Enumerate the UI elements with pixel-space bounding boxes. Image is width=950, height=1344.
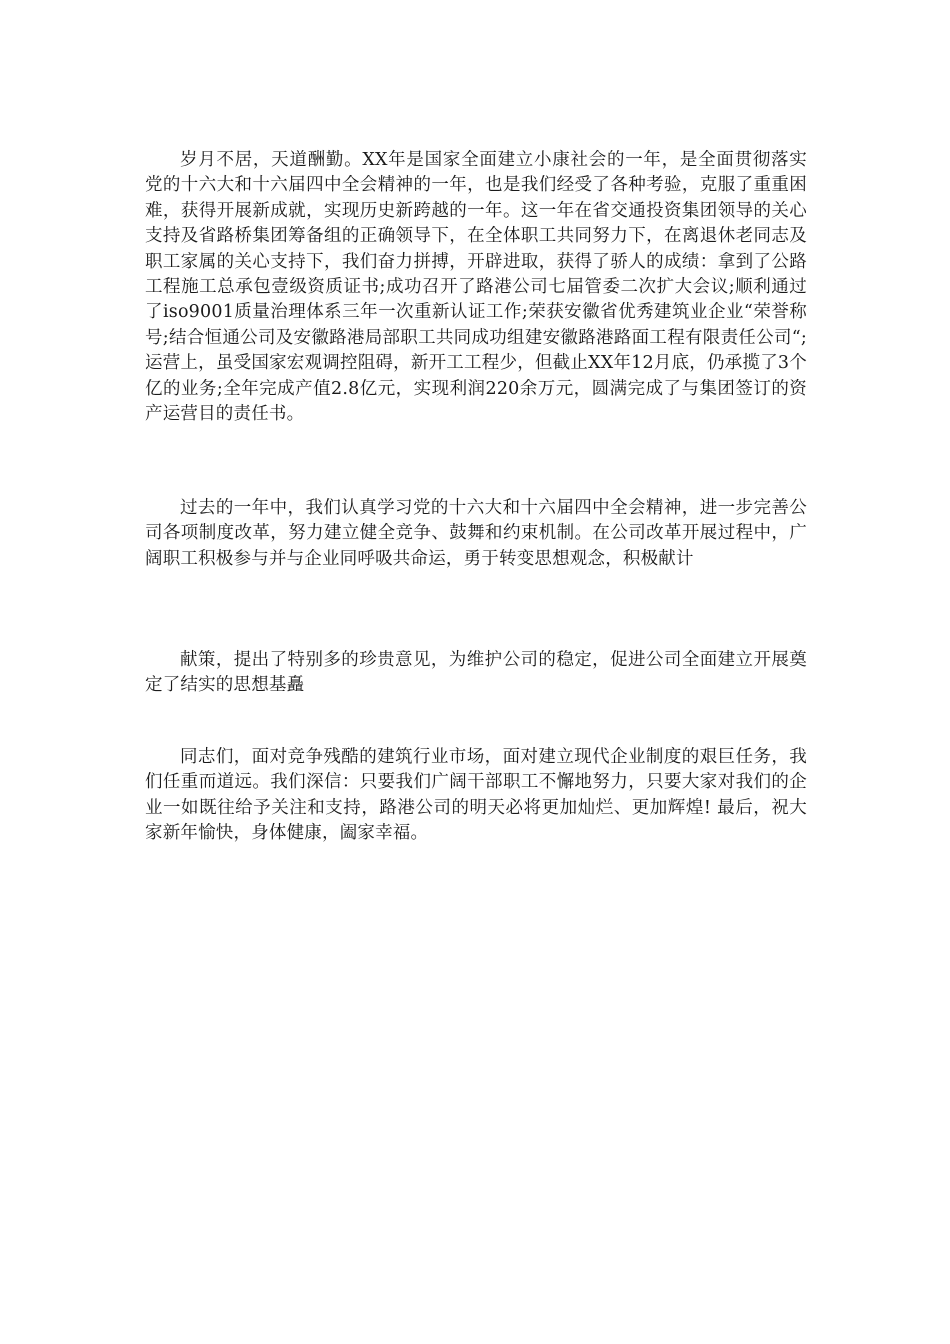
- paragraph-closing: 同志们，面对竞争残酷的建筑行业市场，面对建立现代企业制度的艰巨任务，我们任重而道远。我们深信：只要我们广阔干部职工不懈地努力，只要大家对我们的企业一如既往给予关注和支持，路港公司的明天必将更加灿烂、更加辉煌! 最后，祝大家新年愉快，身体健康，阖家幸福。: [145, 747, 807, 844]
- paragraph-achievements: 岁月不居，天道酬勤。XX年是国家全面建立小康社会的一年，是全面贯彻落实党的十六大和十六届四中全会精神的一年，也是我们经受了各种考验，克服了重重困难，获得开展新成就，实现历史新跨越的一年。这一年在省交通投资集团领导的关心支持及省路桥集团筹备组的正确领导下，在全体职工共同努力下，在离退休老同志及职工家属的关心支持下，我们奋力拼搏，开辟进取，获得了骄人的成绩：拿到了公路工程施工总承包壹级资质证书;成功召开了路港公司七届管委二次扩大会议;顺利通过了iso9001质量治理体系三年一次重新认证工作;荣获安徽省优秀建筑业企业“荣誉称号;结合恒通公司及安徽路港局部职工共同成功组建安徽路港路面工程有限责任公司“;运营上，虽受国家宏观调控阻碍，新开工工程少，但截止XX年12月底，仍承揽了3个亿的业务;全年完成产值2.8亿元，实现利润220余万元，圆满完成了与集团签订的资产运营目的责任书。: [145, 150, 807, 425]
- paragraph-reform: 过去的一年中，我们认真学习党的十六大和十六届四中全会精神，进一步完善公司各项制度改革，努力建立健全竞争、鼓舞和约束机制。在公司改革开展过程中，广阔职工积极参与并与企业同呼吸共命运，勇于转变思想观念，积极献计: [145, 498, 807, 569]
- paragraph-suggestions: 献策，提出了特别多的珍贵意见，为维护公司的稳定，促进公司全面建立开展奠定了结实的思想基矗: [145, 650, 807, 696]
